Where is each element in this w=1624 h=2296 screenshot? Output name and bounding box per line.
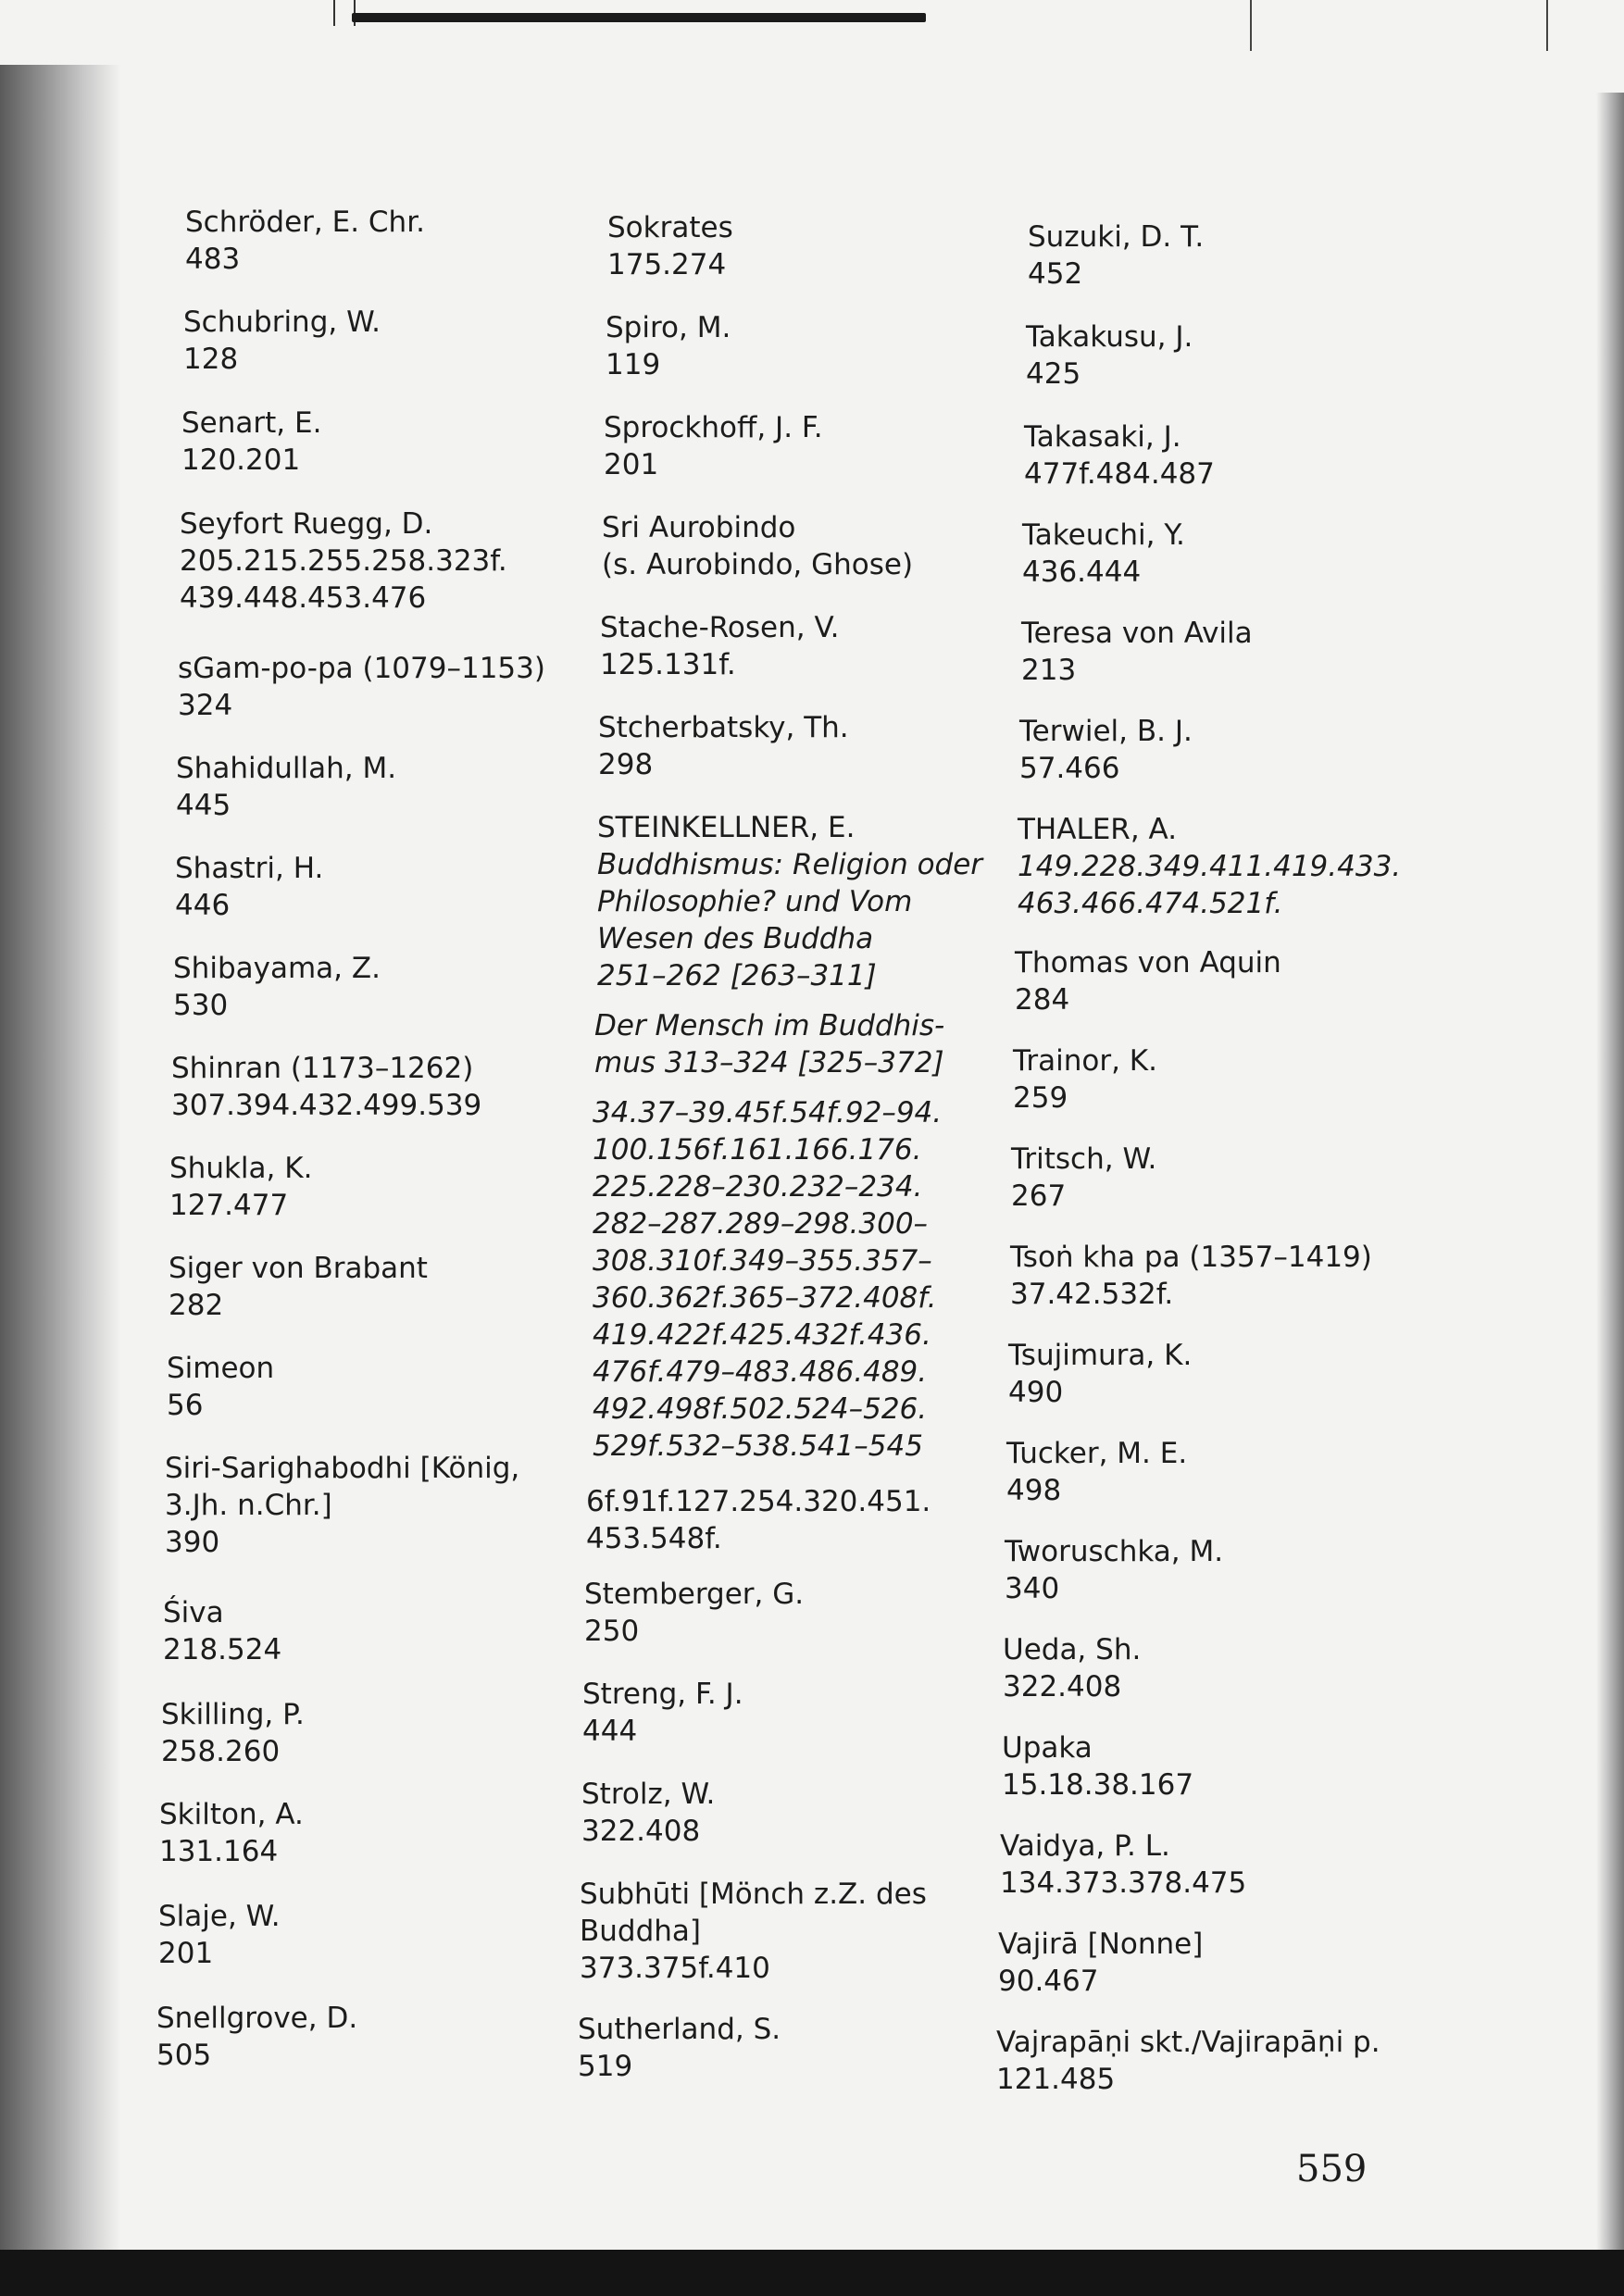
index-entry: Ueda, Sh. 322.408 — [1003, 1633, 1142, 1703]
index-entry: Tritsch, W. 267 — [1011, 1142, 1157, 1213]
scan-crop-mark — [1546, 0, 1548, 51]
index-entry: Sprockhoff, J. F. 201 — [604, 411, 823, 481]
index-entry-pages: 34.37–39.45f.54f.92–94. 100.156f.161.166.176. 225.228–230.232–234. 282–287.289–298.300– 308.310f.349–355.357– 360.362f.365–372.408f. 419.422f.425.432f.436. 476f.479–483.486.489. 492.498f.502.524–526. 529f.532–538.541–545 — [593, 1096, 943, 1463]
index-entry: Skilton, A. 131.164 — [159, 1798, 304, 1868]
index-entry: Takeuchi, Y. 436.444 — [1022, 518, 1185, 589]
book-gutter-shadow — [0, 65, 120, 2296]
index-entry: Stcherbatsky, Th. 298 — [598, 711, 849, 781]
index-entry: Snellgrove, D. 505 — [156, 2002, 358, 2072]
index-entry: Senart, E. 120.201 — [181, 406, 322, 477]
index-entry: Shukla, K. 127.477 — [169, 1152, 313, 1222]
index-entry: Stemberger, G. 250 — [584, 1578, 805, 1648]
index-entry: Skilling, P. 258.260 — [161, 1698, 305, 1768]
index-entry: Strolz, W. 322.408 — [581, 1778, 716, 1848]
index-entry: Shastri, H. 446 — [175, 852, 324, 922]
index-entry-pages: 6f.91f.127.254.320.451. 453.548f. — [586, 1485, 931, 1555]
index-entry: Terwiel, B. J. 57.466 — [1019, 715, 1193, 785]
index-entry: Vajrapāṇi skt./Vajirapāṇi p. 121.485 — [996, 2026, 1380, 2096]
scan-top-edge — [352, 13, 926, 22]
index-entry-author: THALER, A. — [1018, 813, 1178, 846]
index-entry: Suzuki, D. T. 452 — [1028, 220, 1205, 291]
index-entry: Tucker, M. E. 498 — [1006, 1437, 1188, 1507]
scan-crop-mark — [1250, 0, 1252, 51]
index-entry-work: Buddhismus: Religion oder Philosophie? und Vom Wesen des Buddha 251–262 [263–311] — [597, 848, 983, 992]
index-entry: Takasaki, J. 477f.484.487 — [1024, 420, 1215, 491]
index-entry: Tworuschka, M. 340 — [1005, 1535, 1224, 1605]
index-entry: Sokrates 175.274 — [607, 211, 733, 281]
index-entry-pages: 149.228.349.411.419.433. 463.466.474.521f. — [1018, 850, 1402, 920]
index-entry: Siger von Brabant 282 — [169, 1252, 428, 1322]
index-entry: Upaka 15.18.38.167 — [1002, 1731, 1194, 1802]
index-entry: Vaidya, P. L. 134.373.378.475 — [1000, 1829, 1247, 1900]
page-number: 559 — [1296, 2148, 1368, 2190]
index-entry: Vajirā [Nonne] 90.467 — [998, 1928, 1204, 1998]
index-entry: Schröder, E. Chr. 483 — [185, 206, 425, 276]
index-entry: Spiro, M. 119 — [606, 311, 731, 381]
index-entry: Stache-Rosen, V. 125.131f. — [600, 611, 840, 681]
index-entry: Śiva 218.524 — [163, 1596, 282, 1666]
index-entry: Trainor, K. 259 — [1013, 1044, 1157, 1115]
index-entry: sGam-po-pa (1079–1153) 324 — [178, 652, 545, 722]
index-entry: Shibayama, Z. 530 — [173, 952, 381, 1022]
index-entry: Tsoṅ kha pa (1357–1419) 37.42.532f. — [1010, 1241, 1372, 1311]
index-entry: Sri Aurobindo (s. Aurobindo, Ghose) — [602, 511, 914, 581]
index-entry: Simeon 56 — [167, 1352, 275, 1422]
index-entry: Takakusu, J. 425 — [1026, 320, 1193, 391]
index-entry: Subhūti [Mönch z.Z. des Buddha] 373.375f.410 — [580, 1878, 927, 1985]
index-entry: Schubring, W. 128 — [183, 306, 381, 376]
index-entry: Tsujimura, K. 490 — [1008, 1339, 1193, 1409]
index-entry-author: STEINKELLNER, E. — [597, 811, 856, 844]
index-entry: Thomas von Aquin 284 — [1015, 946, 1281, 1017]
index-entry: Slaje, W. 201 — [158, 1900, 281, 1970]
scan-bottom-edge — [0, 2250, 1624, 2296]
index-entry: Shinran (1173–1262) 307.394.432.499.539 — [171, 1052, 482, 1122]
index-entry: Teresa von Avila 213 — [1021, 617, 1253, 687]
index-entry: Sutherland, S. 519 — [578, 2013, 781, 2083]
page-edge-shadow — [1596, 93, 1624, 2296]
index-entry: Siri-Sarighabodhi [König, 3.Jh. n.Chr.] 390 — [165, 1452, 520, 1559]
index-entry: Seyfort Ruegg, D. 205.215.255.258.323f. 439.448.453.476 — [180, 507, 507, 615]
index-entry-work: Der Mensch im Buddhis- mus 313–324 [325–372] — [594, 1009, 945, 1079]
index-entry: Shahidullah, M. 445 — [176, 752, 397, 822]
index-entry: Streng, F. J. 444 — [582, 1678, 743, 1748]
